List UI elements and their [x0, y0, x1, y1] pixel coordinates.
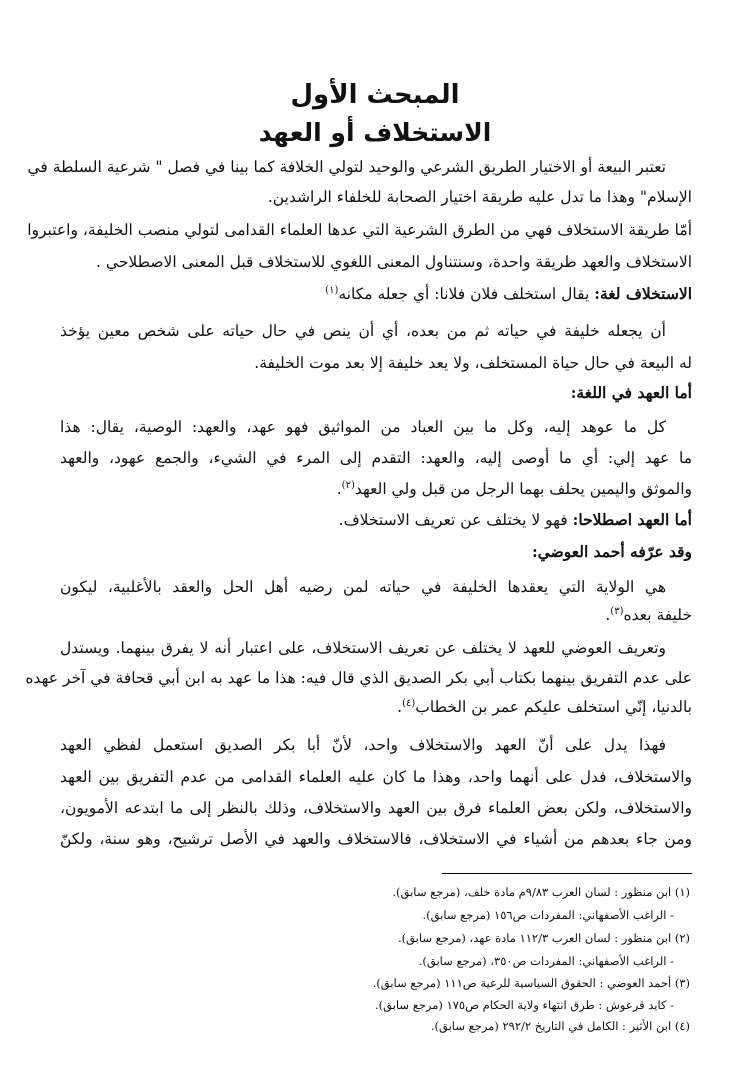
- term-label-awadi: وقد عرّفه أحمد العوضي:: [531, 542, 692, 561]
- term-label-ahd-lugha: أما العهد في اللغة:: [570, 383, 692, 402]
- body-line-15: [605, 604, 692, 626]
- footnote-ref-3: (٣): [610, 605, 624, 617]
- section-title: المبحث الأول: [290, 80, 460, 110]
- footnote-1: (١) ابن منظور : لسان العرب ٩/٨٣م مادة خلف، (مرجع سابق).: [392, 885, 690, 899]
- body-line-15-text: خليفة بعده: [623, 606, 692, 624]
- body-line-20: والاستخلاف، فدل على أنهما واحد، وهذا ما كان عليه العلماء القدامى من عدم التفريق بين العهد: [60, 768, 692, 786]
- body-line-18-end: .: [397, 698, 403, 716]
- definition-text-ahd: فهو لا يختلف عن تعريف الاستخلاف.: [338, 511, 573, 529]
- body-line-11-text: والموثق واليمين يحلف بهما الرجل من قبل ولي العهد: [354, 480, 692, 498]
- definition-line-istikhlaf: [325, 283, 692, 305]
- body-line-11: [337, 478, 692, 500]
- footnote-2: (٢) ابن منظور : لسان العرب ١١٢/٣ مادة عهد، (مرجع سابق).: [397, 931, 690, 945]
- body-line-18: [397, 696, 692, 718]
- body-line-14: هي الولاية التي يعقدها الخليفة في حياته لمن رضيه أهل الحل والعقد بالأغلبية، ليكون: [60, 578, 666, 596]
- body-line-17: على عدم التفريق بينهما بكتاب أبي بكر الصديق الذي قال فيه: هذا ما عهد به ابن أبي قحافة في آخر عهده: [25, 669, 692, 687]
- term-label-istikhlaf-lugha: الاستخلاف لغة:: [594, 284, 692, 303]
- body-line-6: أن يجعله خليفة في حياته ثم من بعده، أي أن ينص في حال حياته على شخص معين يؤخذ: [60, 322, 666, 340]
- body-line-18-text: بالدنيا، إنّي استخلف عليكم عمر بن الخطاب: [415, 698, 692, 716]
- footnote-ref-4: (٤): [402, 697, 416, 709]
- body-line-1: تعتبر البيعة أو الاختيار الطريق الشرعي والوحيد لتولي الخلافة كما بينا في فصل " شرعية السلطة في: [27, 158, 666, 176]
- body-line-7: له البيعة في حال حياة المستخلف، ولا يعد خليفة إلا بعد موت الخليفة.: [254, 354, 692, 372]
- footnote-3b: - كايد قرعوش : طرق انتهاء ولاية الحكام ص١٧٥ (مرجع سابق).: [374, 998, 674, 1012]
- body-line-4: الاستخلاف والعهد طريقة واحدة، وسنتناول المعنى اللغوي للاستخلاف قبل المعنى الاصطلاحي .: [96, 253, 692, 271]
- body-line-15-end: .: [605, 606, 611, 624]
- footnote-4: (٤) ابن الأثير : الكامل في التاريخ ٢٩٢/٢ (مرجع سابق).: [430, 1019, 690, 1033]
- section-subtitle: الاستخلاف أو العهد: [258, 118, 492, 147]
- body-line-22: ومن جاء بعدهم من أشياء في الاستخلاف، فالاستخلاف والعهد في الأصل ترشيح، وهو سنة، ولكنّ: [60, 830, 692, 848]
- footnote-divider: [442, 873, 692, 874]
- body-line-16: وتعريف العوضي للعهد لا يختلف عن تعريف الاستخلاف، على اعتبار أنه لا يفرق بينهما. ويستدل: [60, 639, 666, 657]
- footnote-2b: - الراغب الأصفهاني: المفردات ص٣٥٠، (مرجع سابق).: [418, 954, 674, 968]
- footnote-3: (٣) أحمد العوضي : الحقوق السياسية للرعية ص١١١ (مرجع سابق).: [372, 976, 690, 990]
- definition-line-ahd-istilah: [339, 509, 692, 531]
- body-line-3: أمّا طريقة الاستخلاف فهي من الطرق الشرعية التي عدها العلماء القدامى لتولي منصب الخليفة، واعتبروا: [27, 221, 692, 239]
- term-label-ahd-istilah: أما العهد اصطلاحا:: [572, 510, 692, 529]
- body-line-9: كل ما عوهد إليه، وكل ما بين العباد من المواثيق فهو عهد، والعهد: الوصية، يقال: هذا: [60, 418, 666, 436]
- body-line-2: الإسلام" وهذا ما تدل عليه طريقة اختيار الصحابة للخلفاء الراشدين.: [267, 188, 692, 206]
- body-line-21: والاستخلاف، ولكن بعض العلماء فرق بين العهد والاستخلاف، وذلك بالنظر إلى ما ابتدعه الأمويون،: [60, 799, 692, 817]
- body-line-11-end: .: [336, 480, 342, 498]
- body-line-19: فهذا يدل على أنّ العهد والاستخلاف واحد، لأنّ أبا بكر الصديق استعمل لفظي العهد: [60, 736, 666, 754]
- footnote-ref-1: (١): [325, 284, 339, 296]
- footnote-1b: - الراغب الأصفهاني: المفردات ص١٥٦ (مرجع سابق).: [422, 908, 674, 922]
- definition-text: يقال استخلف فلان فلانا: أي جعله مكانه: [338, 285, 595, 303]
- footnote-ref-2: (٢): [341, 479, 355, 491]
- body-line-10: ما عهد إلي: أي ما أوصى إليه، والعهد: التقدم إلى المرء في الشيء، والجمع عهود، والعهد: [60, 449, 692, 467]
